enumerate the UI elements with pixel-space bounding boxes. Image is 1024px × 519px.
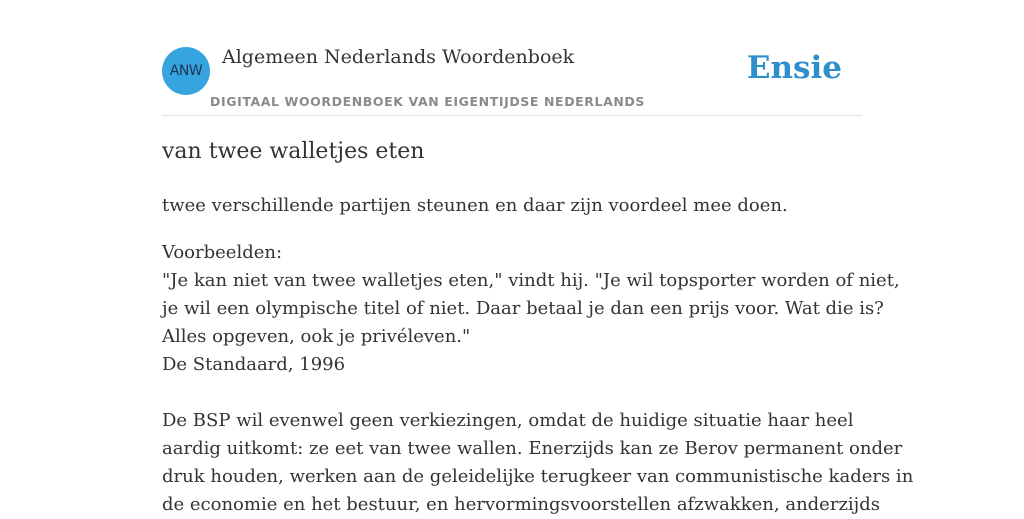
examples-label: Voorbeelden: — [162, 242, 283, 263]
entry-definition: twee verschillende partijen steunen en daar zijn voordeel mee doen. — [162, 195, 788, 216]
example-line: Alles opgeven, ook je privéleven." — [162, 326, 471, 347]
site-header — [162, 0, 862, 116]
page-container — [162, 0, 914, 515]
example-line: aardig uitkomt: ze eet van twee wallen. Enerzijds kan ze Berov permanent onder — [162, 438, 903, 459]
example-line: de economie en het bestuur, en hervormingsvoorstellen afzwakken, anderzijds — [162, 494, 881, 515]
entry-term: van twee walletjes eten — [162, 139, 425, 164]
example-spacer — [162, 379, 862, 407]
examples-block — [162, 239, 914, 519]
ensie-brand-logo[interactable]: Ensie — [746, 50, 842, 86]
example-line: je wil een olympische titel of niet. Daar betaal je dan een prijs voor. Wat die is? — [162, 298, 884, 319]
example-line: druk houden, werken aan de geleidelijke terugkeer van communistische kaders in — [162, 466, 914, 487]
example-source: De Standaard, 1996 — [162, 354, 346, 375]
logo-text: ANW — [169, 63, 203, 79]
example-line: De BSP wil evenwel geen verkiezingen, omdat de huidige situatie haar heel — [162, 410, 854, 431]
example-line: "Je kan niet van twee walletjes eten," vindt hij. "Je wil topsporter worden of niet, — [162, 270, 900, 291]
site-subtitle: DIGITAAL WOORDENBOEK VAN EIGENTIJDSE NEDERLANDS — [210, 94, 646, 109]
site-title[interactable]: Algemeen Nederlands Woordenboek — [222, 46, 575, 68]
anw-logo[interactable] — [162, 47, 210, 95]
